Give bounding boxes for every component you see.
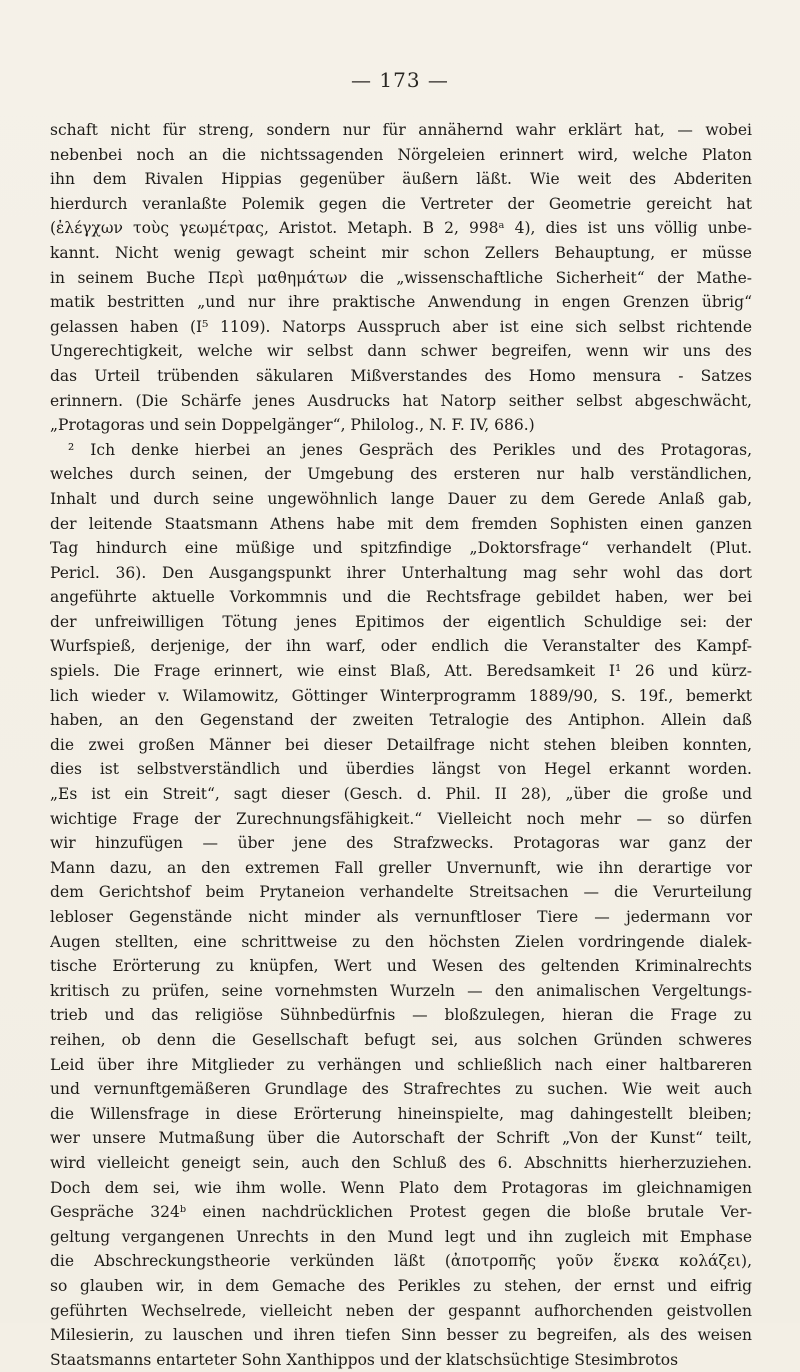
text-line: ² Ich denke hierbei an jenes Gespräch des Perikles und des Protagoras, (68, 440, 752, 459)
text-line: wir hinzufügen — über jene des Strafzwecks. Protagoras war ganz der (50, 834, 752, 853)
body-text (50, 118, 752, 1372)
text-line: welches durch seinen, der Umgebung des ersteren nur halb verständlichen, (50, 465, 752, 484)
text-line: hierdurch veranlaßte Polemik gegen die Vertreter der Geometrie gereicht hat (50, 194, 752, 213)
text-line: geltung vergangenen Unrechts in den Mund legt und ihn zugleich mit Emphase (50, 1227, 752, 1246)
text-line: lich wieder v. Wilamowitz, Göttinger Winterprogramm 1889/90, S. 19f., bemerkt (50, 686, 752, 705)
text-line: spiels. Die Frage erinnert, wie einst Blaß, Att. Beredsamkeit I¹ 26 und kürz- (50, 662, 752, 681)
text-line: Doch dem sei, wie ihm wolle. Wenn Plato dem Protagoras im gleichnamigen (50, 1178, 752, 1197)
text-line: matik bestritten „und nur ihre praktische Anwendung in engen Grenzen übrig“ (50, 293, 752, 312)
text-line: ihn dem Rivalen Hippias gegenüber äußern läßt. Wie weit des Abderiten (50, 170, 752, 189)
text-line: gelassen haben (I⁵ 1109). Natorps Ausspruch aber ist eine sich selbst richtende (50, 317, 752, 336)
text-line: der leitende Staatsmann Athens habe mit dem fremden Sophisten einen ganzen (50, 514, 752, 533)
text-line: trieb und das religiöse Sühnbedürfnis — bloßzulegen, hieran die Frage zu (50, 1006, 752, 1025)
text-line: und vernunftgemäßeren Grundlage des Strafrechtes zu suchen. Wie weit auch (50, 1080, 752, 1099)
text-line: schaft nicht für streng, sondern nur für annähernd wahr erklärt hat, — wobei (50, 121, 752, 139)
text-line: wichtige Frage der Zurechnungsfähigkeit.“ Vielleicht noch mehr — so dürfen (50, 809, 752, 828)
text-line: kannt. Nicht wenig gewagt scheint mir schon Zellers Behauptung, er müsse (50, 243, 752, 262)
text-line: das Urteil trübenden säkularen Mißverstandes des Homo mensura - Satzes (50, 366, 752, 385)
text-line: dem Gerichtshof beim Prytaneion verhandelte Streitsachen — die Verurteilung (50, 883, 752, 902)
text-line: Staatsmanns entarteter Sohn Xanthippos und der klatschsüchtige Stesimbrotos (50, 1350, 679, 1369)
page-number: — 173 — (351, 68, 449, 92)
text-line: die Abschreckungstheorie verkünden läßt (ἀποτροπῆς γοῦν ἕνεκα κολάζει), (50, 1252, 752, 1271)
text-line: tische Erörterung zu knüpfen, Wert und Wesen des geltenden Kriminalrechts (50, 957, 752, 976)
text-line: geführten Wechselrede, vielleicht neben der gespannt aufhorchenden geistvollen (50, 1301, 752, 1320)
text-line: „Es ist ein Streit“, sagt dieser (Gesch. d. Phil. II 28), „über die große und (50, 785, 752, 804)
text-line: kritisch zu prüfen, seine vornehmsten Wurzeln — den animalischen Vergeltungs- (50, 981, 752, 1000)
text-line: Inhalt und durch seine ungewöhnlich lange Dauer zu dem Gerede Anlaß gab, (50, 489, 752, 508)
text-line: erinnern. (Die Schärfe jenes Ausdrucks hat Natorp seither selbst abgeschwächt, (50, 391, 752, 410)
text-line: die zwei großen Männer bei dieser Detailfrage nicht stehen bleiben konnten, (50, 735, 752, 754)
text-line: lebloser Gegenstände nicht minder als vernunftloser Tiere — jedermann vor (50, 908, 752, 926)
text-line: Ungerechtigkeit, welche wir selbst dann schwer begreifen, wenn wir uns des (50, 342, 752, 361)
text-line: nebenbei noch an die nichtssagenden Nörgeleien erinnert wird, welche Platon (50, 145, 752, 164)
text-line: haben, an den Gegenstand der zweiten Tetralogie des Antiphon. Allein daß (50, 711, 752, 730)
text-line: Mann dazu, an den extremen Fall greller Unvernunft, wie ihn derartige vor (50, 858, 752, 877)
text-line: Pericl. 36). Den Ausgangspunkt ihrer Unterhaltung mag sehr wohl das dort (50, 563, 752, 582)
text-line: Tag hindurch eine müßige und spitzfindige „Doktorsfrage“ verhandelt (Plut. (50, 539, 752, 558)
text-line: (ἐλέγχων τοὺς γεωμέτρας, Aristot. Metaph. B 2, 998ᵃ 4), dies ist uns völlig unbe- (50, 219, 752, 238)
text-line: wird vielleicht geneigt sein, auch den Schluß des 6. Abschnitts hierherzuziehen. (50, 1153, 752, 1172)
text-line: dies ist selbstverständlich und überdies längst von Hegel erkannt worden. (50, 760, 752, 779)
text-line: Milesierin, zu lauschen und ihren tiefen Sinn besser zu begreifen, als des weisen (50, 1326, 752, 1345)
text-line: wer unsere Mutmaßung über die Autorschaft der Schrift „Von der Kunst“ teilt, (50, 1129, 752, 1148)
text-line: angeführte aktuelle Vorkommnis und die Rechtsfrage gebildet haben, wer bei (50, 588, 752, 607)
text-line: Leid über ihre Mitglieder zu verhängen und schließlich nach einer haltbareren (50, 1055, 752, 1074)
text-line: der unfreiwilligen Tötung jenes Epitimos der eigentlich Schuldige sei: der (50, 612, 752, 631)
text-line: in seinem Buche Περὶ μαθημάτων die „wissenschaftliche Sicherheit“ der Mathe- (50, 268, 752, 287)
text-line: Gespräche 324ᵇ einen nachdrücklichen Protest gegen die bloße brutale Ver- (50, 1203, 752, 1222)
text-line: Augen stellten, eine schrittweise zu den höchsten Zielen vordringende dialek- (50, 932, 752, 951)
text-line: reihen, ob denn die Gesellschaft befugt sei, aus solchen Gründen schweres (50, 1030, 752, 1049)
text-line: Wurfspieß, derjenige, der ihn warf, oder endlich die Veranstalter des Kampf- (50, 637, 752, 656)
text-line: so glauben wir, in dem Gemache des Perikles zu stehen, der ernst und eifrig (50, 1276, 752, 1295)
text-line: die Willensfrage in diese Erörterung hineinspielte, mag dahingestellt bleiben; (50, 1104, 752, 1123)
text-line: „Protagoras und sein Doppelgänger“, Philolog., N. F. IV, 686.) (50, 416, 535, 435)
